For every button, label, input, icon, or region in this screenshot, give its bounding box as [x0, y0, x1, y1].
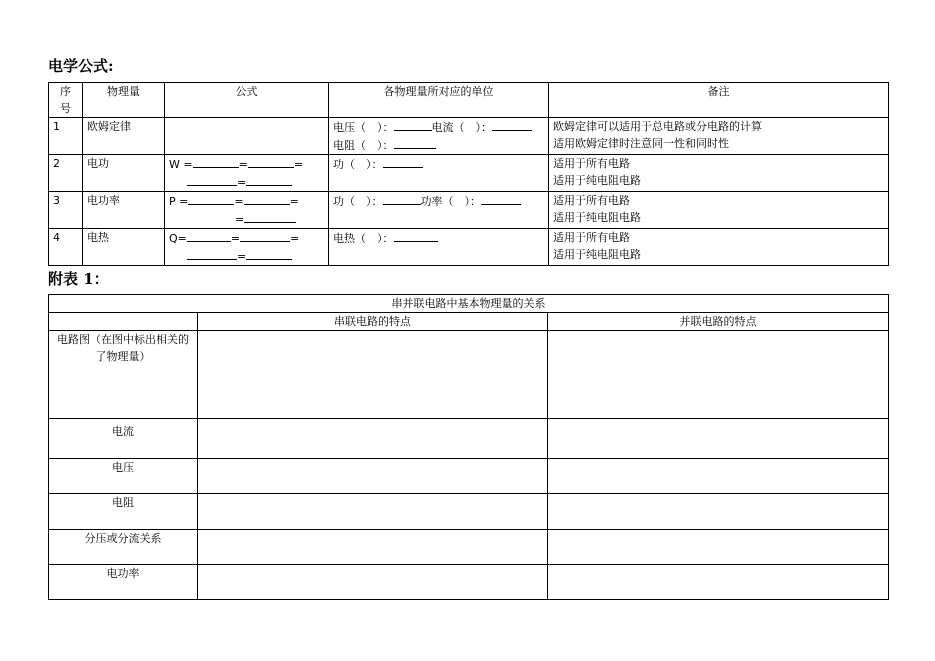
notes-cell: 欧姆定律可以适用于总电路或分电路的计算 适用欧姆定律时注意同一性和同时性 — [549, 118, 889, 155]
formula-table-header — [49, 83, 889, 118]
row-name: 电热 — [83, 229, 165, 266]
header-quantity: 物理量 — [83, 83, 165, 118]
units-cell: 电热（ ）： — [329, 229, 549, 266]
blank-field[interactable] — [394, 118, 432, 131]
series-cell[interactable] — [198, 419, 548, 459]
table-row — [49, 155, 889, 192]
table-row-voltage — [49, 459, 889, 494]
header-formula: 公式 — [165, 83, 329, 118]
table-row-current — [49, 419, 889, 459]
table-row-circuit-diagram — [49, 331, 889, 419]
units-cell: 功（ ）： — [329, 155, 549, 192]
blank-field[interactable] — [193, 155, 239, 168]
units-cell: 功（ ）： 功率（ ）： — [329, 192, 549, 229]
parallel-cell[interactable] — [548, 419, 889, 459]
row-name: 电功 — [83, 155, 165, 192]
table-row-resistance — [49, 494, 889, 530]
header-notes: 备注 — [549, 83, 889, 118]
row-name: 电功率 — [83, 192, 165, 229]
section1-title: 电学公式: — [48, 57, 114, 75]
row-label: 电流 — [49, 419, 198, 459]
row-seq: 3 — [49, 192, 83, 229]
header-seq: 序 号 — [49, 83, 83, 118]
blank-field[interactable] — [383, 192, 421, 205]
units-cell: 电压（ ）： 电流（ ）： 电阻（ ）： — [329, 118, 549, 155]
blank-field[interactable] — [383, 155, 423, 168]
blank-field[interactable] — [246, 173, 292, 186]
series-cell[interactable] — [198, 565, 548, 600]
series-cell[interactable] — [198, 494, 548, 530]
blank-field[interactable] — [188, 192, 234, 205]
formula-cell: W = = = = — [165, 155, 329, 192]
blank-field[interactable] — [248, 155, 294, 168]
notes-cell: 适用于所有电路 适用于纯电阻电路 — [549, 229, 889, 266]
parallel-cell[interactable] — [548, 494, 889, 530]
blank-field[interactable] — [244, 210, 296, 223]
blank-field[interactable] — [246, 247, 292, 260]
table-row — [49, 192, 889, 229]
row-seq: 4 — [49, 229, 83, 266]
table-row — [49, 229, 889, 266]
formula-cell: Q= = = = — [165, 229, 329, 266]
parallel-cell[interactable] — [548, 530, 889, 565]
table-title-row — [49, 295, 889, 313]
row-label: 电阻 — [49, 494, 198, 530]
blank-field[interactable] — [394, 136, 436, 149]
formula-cell[interactable] — [165, 118, 329, 155]
blank-field[interactable] — [187, 173, 237, 186]
row-label: 电压 — [49, 459, 198, 494]
notes-cell: 适用于所有电路 适用于纯电阻电路 — [549, 192, 889, 229]
blank-field[interactable] — [394, 229, 438, 242]
row-label: 电路图（在图中标出相关的 了物理量） — [49, 331, 198, 419]
notes-cell: 适用于所有电路 适用于纯电阻电路 — [549, 155, 889, 192]
table-row-divider — [49, 530, 889, 565]
series-cell[interactable] — [198, 331, 548, 419]
formula-table — [48, 82, 889, 266]
table-row-power — [49, 565, 889, 600]
blank-field[interactable] — [187, 247, 237, 260]
blank-field[interactable] — [244, 192, 290, 205]
blank-field[interactable] — [492, 118, 532, 131]
row-label: 分压或分流关系 — [49, 530, 198, 565]
formula-cell: P = = = = — [165, 192, 329, 229]
header-series: 串联电路的特点 — [198, 313, 548, 331]
blank-field[interactable] — [240, 229, 290, 242]
row-seq: 2 — [49, 155, 83, 192]
parallel-cell[interactable] — [548, 565, 889, 600]
row-name: 欧姆定律 — [83, 118, 165, 155]
blank-field[interactable] — [187, 229, 231, 242]
header-units: 各物理量所对应的单位 — [329, 83, 549, 118]
table-title: 串并联电路中基本物理量的关系 — [49, 295, 889, 313]
header-parallel: 并联电路的特点 — [548, 313, 889, 331]
series-cell[interactable] — [198, 459, 548, 494]
parallel-cell[interactable] — [548, 459, 889, 494]
parallel-cell[interactable] — [548, 331, 889, 419]
circuit-relation-table — [48, 294, 889, 600]
row-seq: 1 — [49, 118, 83, 155]
table-header-row — [49, 313, 889, 331]
table-row — [49, 118, 889, 155]
header-empty — [49, 313, 198, 331]
blank-field[interactable] — [481, 192, 521, 205]
series-cell[interactable] — [198, 530, 548, 565]
row-label: 电功率 — [49, 565, 198, 600]
section2-title: 附表 1： — [48, 270, 109, 288]
